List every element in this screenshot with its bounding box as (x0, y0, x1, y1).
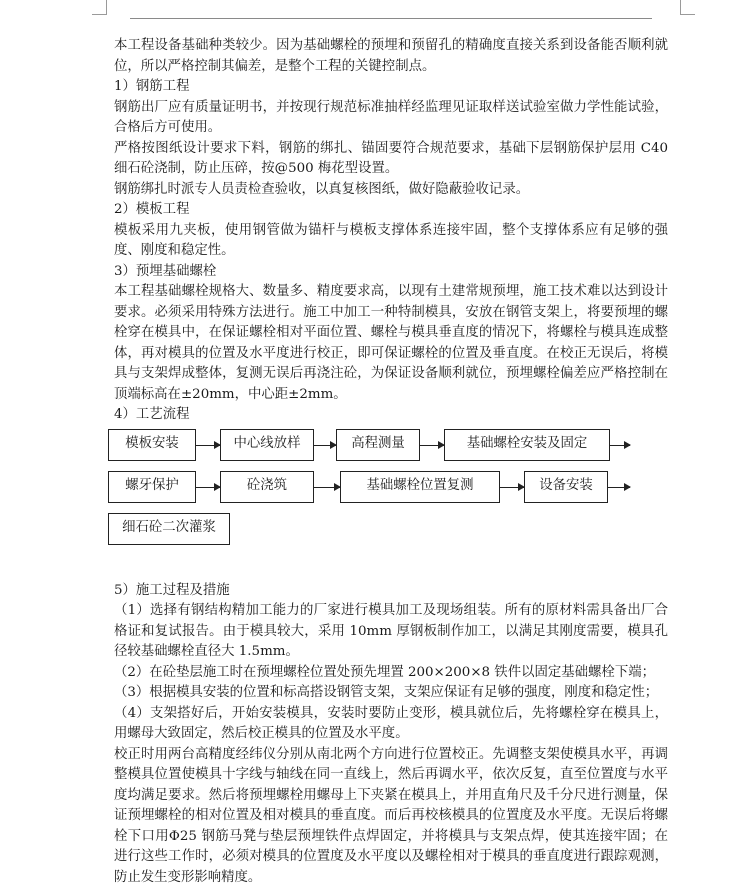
bolts-paragraph: 本工程基础螺栓规格大、数量多、精度要求高，以现有土建常规预埋，施工技术难以达到设计要求。必须采用特殊方法进行。施工中加工一种特制模具，安放在钢管支架上，将要预埋的螺栓穿在模具中，在保证螺栓相对平面位置、螺栓与模具垂直度的情况下，将螺栓与模具连成整体，再对模具的位置及水平度进行校正，即可保证螺栓的位置及垂直度。在校正无误后，将模具与支架焊成整体，复测无误后再浇注砼，为保证设备顺利就位，预埋螺栓偏差应严格控制在顶端标高在±20mm，中心距±2mm。 (114, 282, 668, 405)
flow-box-elevation-survey: 高程测量 (336, 429, 420, 461)
flow-arrow (608, 487, 630, 488)
heading-bolts: 3）预埋基础螺栓 (114, 262, 668, 283)
flow-box-formwork-install: 模板安装 (108, 429, 196, 461)
heading-process-flow: 4）工艺流程 (114, 405, 668, 426)
flow-box-centerline-layout: 中心线放样 (220, 429, 314, 461)
measure-item-3: （3）根据模具安装的位置和标高搭设钢管支架，支架应保证有足够的强度，刚度和稳定性； (114, 683, 668, 704)
crop-mark-top-right (680, 0, 695, 15)
flow-box-thread-protection: 螺牙保护 (108, 471, 196, 503)
flow-box-concrete-pour: 砼浇筑 (220, 471, 314, 503)
flow-arrow (500, 487, 524, 488)
rebar-paragraph-3: 钢筋绑扎时派专人员责检查验收，以真复核图纸，做好隐蔽验收记录。 (114, 180, 668, 201)
calibration-paragraph: 校正时用两台高精度经纬仪分别从南北两个方向进行位置校正。先调整支架使模具水平，再调整模具位置使模具十字线与轴线在同一直线上，然后再调水平，依次反复，直至位置度与水平度均满足要求。然后将预埋螺栓用螺母上下夹紧在模具上，并用直角尺及千分尺进行测量，保证预埋螺栓的相对位置及相对模具的垂直度。而后再校核模具的位置度及水平度。无误后将螺栓下口用Φ25 钢筋马凳与垫层预埋铁件点焊固定，并将模具与支架点焊，使其连接牢固；在进行这些工作时，必须对模具的位置度及水平度以及螺栓相对于模具的垂直度进行跟踪观测，防止发生变形影响精度。 (114, 745, 668, 888)
flow-box-bolt-position-recheck: 基础螺栓位置复测 (340, 471, 500, 503)
measure-item-2: （2）在砼垫层施工时在预埋螺栓位置处预先埋置 200×200×8 铁件以固定基础螺栓下端； (114, 663, 668, 684)
flow-arrow (314, 487, 340, 488)
flow-arrow (420, 445, 444, 446)
heading-formwork: 2）模板工程 (114, 200, 668, 221)
header-rule (130, 18, 652, 19)
rebar-paragraph-1: 钢筋出厂应有质量证明书，并按现行规范标准抽样经监理见证取样送试验室做力学性能试验，合格后方可使用。 (114, 98, 668, 139)
document-body (114, 36, 668, 888)
crop-mark-top-left (92, 0, 107, 15)
flow-box-equipment-install: 设备安装 (524, 471, 608, 503)
heading-construction-measures: 5）施工过程及措施 (114, 581, 668, 602)
measure-item-4: （4）支架搭好后，开始安装模具，安装时要防止变形，模具就位后，先将螺栓穿在模具上，用螺母大致固定，然后校正模具的位置及水平度。 (114, 704, 668, 745)
intro-paragraph: 本工程设备基础种类较少。因为基础螺栓的预埋和预留孔的精确度直接关系到设备能否顺利就位，所以严格控制其偏差，是整个工程的关键控制点。 (114, 36, 668, 77)
flow-arrow (610, 445, 630, 446)
flow-arrow (196, 487, 220, 488)
process-flow-diagram (114, 429, 668, 579)
flow-arrow (196, 445, 220, 446)
rebar-paragraph-2: 严格按图纸设计要求下料，钢筋的绑扎、锚固要符合规范要求，基础下层钢筋保护层用 C40 细石砼浇制，防止压碎，按@500 梅花型设置。 (114, 139, 668, 180)
measure-item-1: （1）选择有钢结构精加工能力的厂家进行模具加工及现场组装。所有的原材料需具备出厂合格证和复试报告。由于模具较大，采用 10mm 厚钢板制作加工，以满足其刚度需要，模具孔径较基础螺栓直径大 1.5mm。 (114, 601, 668, 663)
formwork-paragraph: 模板采用九夹板，使用钢管做为锚杆与模板支撑体系连接牢固，整个支撑体系应有足够的强度、刚度和稳定性。 (114, 221, 668, 262)
flow-arrow (314, 445, 336, 446)
flow-box-secondary-grouting: 细石砼二次灌浆 (108, 513, 230, 545)
heading-rebar: 1）钢筋工程 (114, 77, 668, 98)
flow-box-bolt-install-fix: 基础螺栓安装及固定 (444, 429, 610, 461)
